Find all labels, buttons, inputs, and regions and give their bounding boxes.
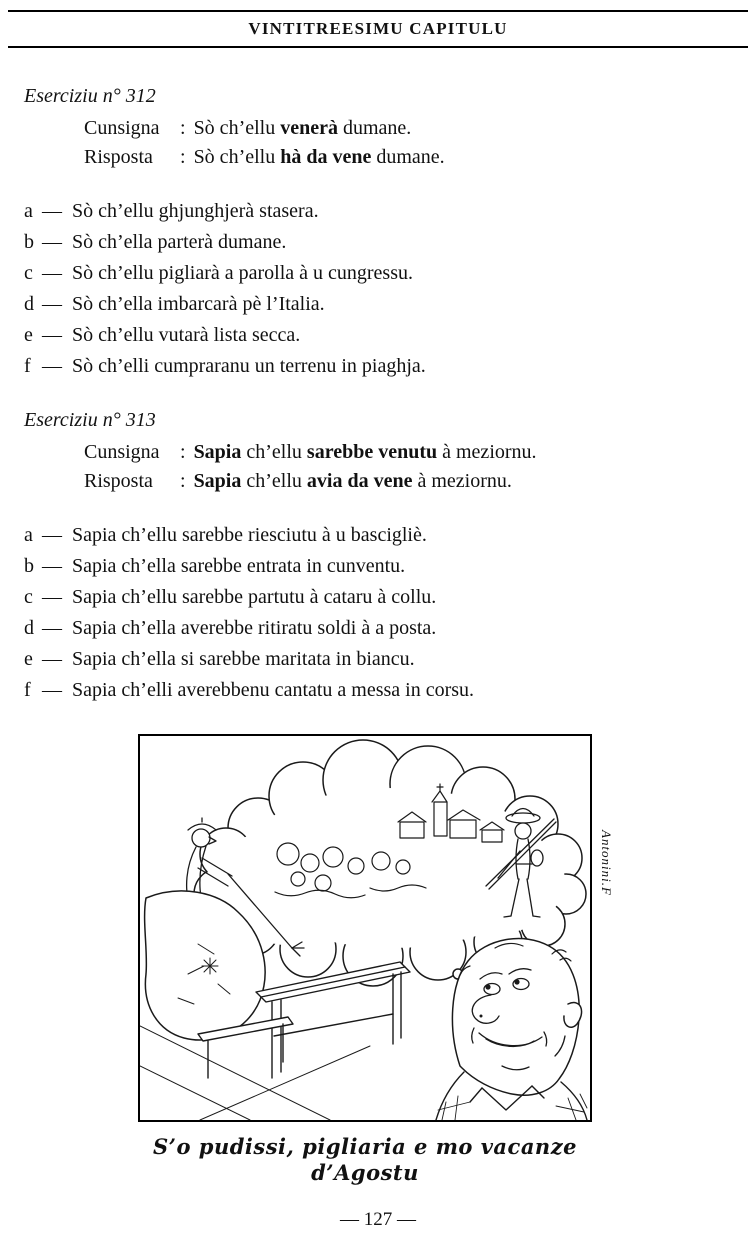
exercise-item: [24, 582, 732, 613]
item-text: Sapia ch’ella averebbe ritiratu soldi à a posta.: [72, 617, 437, 639]
item-text: Sapia ch’ellu sarebbe riesciutu à u bascigliè.: [72, 524, 427, 546]
risposta-text: Sò ch’ellu hà da vene dumane.: [193, 146, 445, 168]
artist-signature: Antonini.F: [599, 830, 614, 896]
item-dash: —: [42, 679, 62, 701]
cunsigna-label: Cunsigna: [84, 441, 160, 463]
exercise-312-title: Eserciziu n° 312: [24, 85, 156, 107]
item-dash: —: [42, 524, 62, 546]
floor-lines: [140, 1026, 370, 1120]
exercise-item: [24, 196, 732, 227]
colon: :: [180, 441, 186, 463]
item-dash: —: [42, 293, 62, 315]
cunsigna-line: [84, 114, 732, 143]
item-text: Sò ch’elli cumpraranu un terrenu in piaghja.: [72, 355, 426, 377]
item-letter: c: [24, 586, 33, 608]
illustration-block: [138, 734, 614, 1122]
risposta-line: [84, 143, 732, 172]
item-dash: —: [42, 324, 62, 346]
item-text: Sapia ch’ella si sarebbe maritata in biancu.: [72, 648, 415, 670]
cunsigna-line: [84, 438, 732, 467]
item-letter: a: [24, 200, 33, 222]
item-dash: —: [42, 586, 62, 608]
cunsigna-label: Cunsigna: [84, 117, 160, 139]
item-text: Sò ch’ellu ghjunghjerà stasera.: [72, 200, 319, 222]
item-letter: e: [24, 648, 33, 670]
risposta-line: [84, 467, 732, 496]
cartoon-illustration: [140, 736, 590, 1120]
item-dash: —: [42, 555, 62, 577]
item-letter: e: [24, 324, 33, 346]
illustration-frame: [138, 734, 592, 1122]
exercise-item: [24, 227, 732, 258]
item-text: Sò ch’ellu vutarà lista secca.: [72, 324, 301, 346]
page-number: — 127 —: [340, 1209, 416, 1230]
item-letter: b: [24, 231, 34, 253]
item-letter: d: [24, 293, 34, 315]
exercise-312-items: [24, 196, 732, 382]
item-letter: c: [24, 262, 33, 284]
page-content: [0, 84, 756, 706]
item-text: Sò ch’ellu pigliarà a parolla à u cungressu.: [72, 262, 413, 284]
colon: :: [180, 117, 186, 139]
illustration-caption: S’o pudissi, pigliaria e mo vacanze d’Agostu: [153, 1134, 577, 1185]
exercise-item: [24, 520, 732, 551]
item-dash: —: [42, 355, 62, 377]
item-text: Sò ch’ella parterà dumane.: [72, 231, 287, 253]
exercise-item: [24, 289, 732, 320]
cunsigna-text: Sapia ch’ellu sarebbe venutu à meziornu.: [193, 441, 537, 463]
item-dash: —: [42, 200, 62, 222]
exercise-item: [24, 675, 732, 706]
item-letter: f: [24, 355, 31, 377]
risposta-text: Sapia ch’ellu avia da vene à meziornu.: [193, 470, 512, 492]
item-text: Sapia ch’elli averebbenu cantatu a messa in corsu.: [72, 679, 475, 701]
header-rule-bottom: [8, 46, 748, 48]
exercise-313-title: Eserciziu n° 313: [24, 409, 156, 431]
exercise-item: [24, 613, 732, 644]
exercise-item: [24, 320, 732, 351]
exercise-item: [24, 644, 732, 675]
exercise-item: [24, 551, 732, 582]
item-text: Sapia ch’ellu sarebbe partutu à cataru à collu.: [72, 586, 437, 608]
colon: :: [180, 146, 186, 168]
exercise-item: [24, 258, 732, 289]
plaid-lines: [438, 1094, 587, 1120]
exercise-313-consigne: [84, 438, 732, 496]
item-letter: a: [24, 524, 33, 546]
header-rule-top: [8, 10, 748, 12]
exercise-312-consigne: [84, 114, 732, 172]
risposta-label: Risposta: [84, 470, 153, 492]
item-text: Sò ch’ella imbarcarà pè l’Italia.: [72, 293, 325, 315]
exercise-313-items: [24, 520, 732, 706]
item-text: Sapia ch’ella sarebbe entrata in cunventu.: [72, 555, 406, 577]
risposta-label: Risposta: [84, 146, 153, 168]
chapter-header: VINTITREESIMU CAPITULU: [248, 19, 508, 38]
colon: :: [180, 470, 186, 492]
item-letter: d: [24, 617, 34, 639]
cunsigna-text: Sò ch’ellu venerà dumane.: [193, 117, 412, 139]
item-dash: —: [42, 262, 62, 284]
item-letter: b: [24, 555, 34, 577]
exercise-item: [24, 351, 732, 382]
item-dash: —: [42, 231, 62, 253]
item-dash: —: [42, 617, 62, 639]
item-letter: f: [24, 679, 31, 701]
item-dash: —: [42, 648, 62, 670]
